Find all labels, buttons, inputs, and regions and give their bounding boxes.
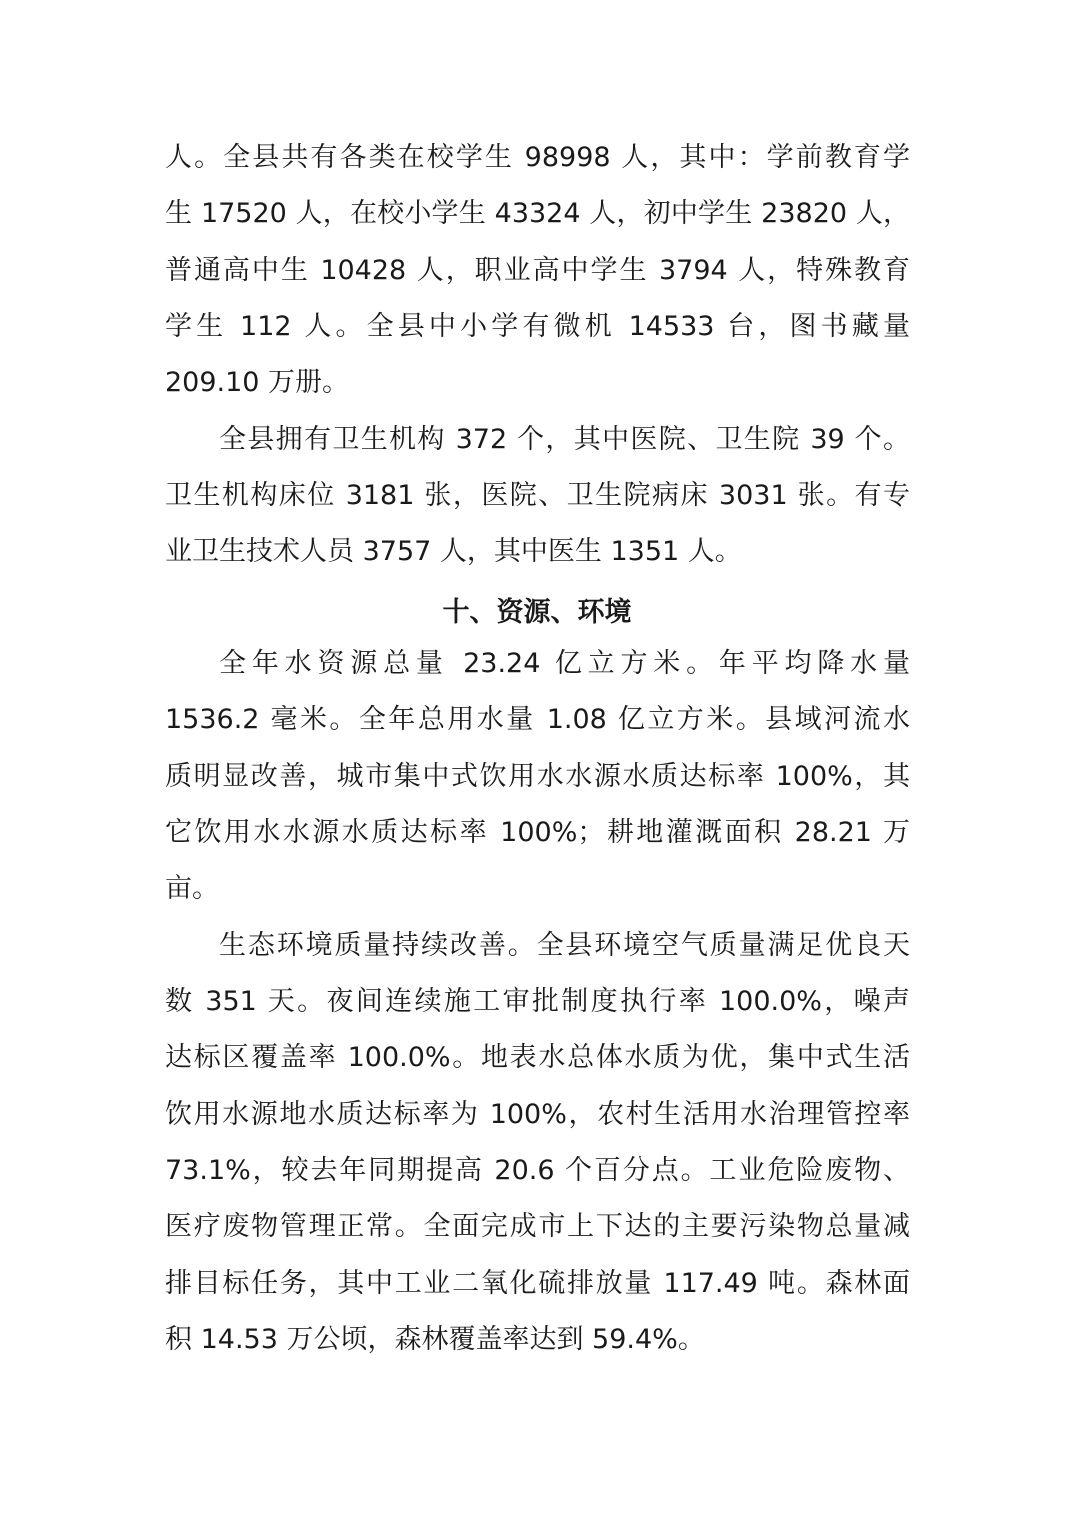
paragraph-line: 饮用水源地水质达标率为 100%，农村生活用水治理管控率 bbox=[165, 1099, 910, 1130]
paragraph-line: 积 14.53 万公顷，森林覆盖率达到 59.4%。 bbox=[165, 1324, 705, 1355]
paragraph-line: 普通高中生 10428 人，职业高中学生 3794 人，特殊教育 bbox=[165, 255, 910, 286]
paragraph-line: 1536.2 毫米。全年总用水量 1.08 亿立方米。县域河流水 bbox=[165, 704, 910, 735]
paragraph-line: 数 351 天。夜间连续施工审批制度执行率 100.0%，噪声 bbox=[165, 986, 910, 1017]
paragraph-line: 达标区覆盖率 100.0%。地表水总体水质为优，集中式生活 bbox=[165, 1042, 910, 1073]
paragraph-line: 全年水资源总量 23.24 亿立方米。年平均降水量 bbox=[219, 648, 910, 679]
paragraph-line: 卫生机构床位 3181 张，医院、卫生院病床 3031 张。有专 bbox=[165, 480, 910, 511]
paragraph-line: 业卫生技术人员 3757 人，其中医生 1351 人。 bbox=[165, 536, 742, 567]
paragraph-line: 它饮用水水源水质达标率 100%；耕地灌溉面积 28.21 万 bbox=[165, 817, 910, 848]
paragraph-line: 亩。 bbox=[165, 873, 219, 904]
paragraph-line: 医疗废物管理正常。全面完成市上下达的主要污染物总量减 bbox=[165, 1211, 910, 1242]
paragraph-line: 人。全县共有各类在校学生 98998 人，其中：学前教育学 bbox=[165, 142, 910, 173]
paragraph-line: 学生 112 人。全县中小学有微机 14533 台，图书藏量 bbox=[165, 311, 910, 342]
section-heading: 十、资源、环境 bbox=[442, 597, 632, 628]
paragraph-line: 全县拥有卫生机构 372 个，其中医院、卫生院 39 个。 bbox=[219, 424, 910, 455]
paragraph-line: 209.10 万册。 bbox=[165, 367, 350, 398]
paragraph-line: 质明显改善，城市集中式饮用水水源水质达标率 100%，其 bbox=[165, 761, 910, 792]
paragraph-line: 排目标任务，其中工业二氧化硫排放量 117.49 吨。森林面 bbox=[165, 1268, 910, 1299]
paragraph-line: 生态环境质量持续改善。全县环境空气质量满足优良天 bbox=[219, 930, 910, 961]
paragraph-line: 生 17520 人，在校小学生 43324 人，初中学生 23820 人， bbox=[165, 198, 910, 229]
paragraph-line: 73.1%，较去年同期提高 20.6 个百分点。工业危险废物、 bbox=[165, 1155, 910, 1186]
